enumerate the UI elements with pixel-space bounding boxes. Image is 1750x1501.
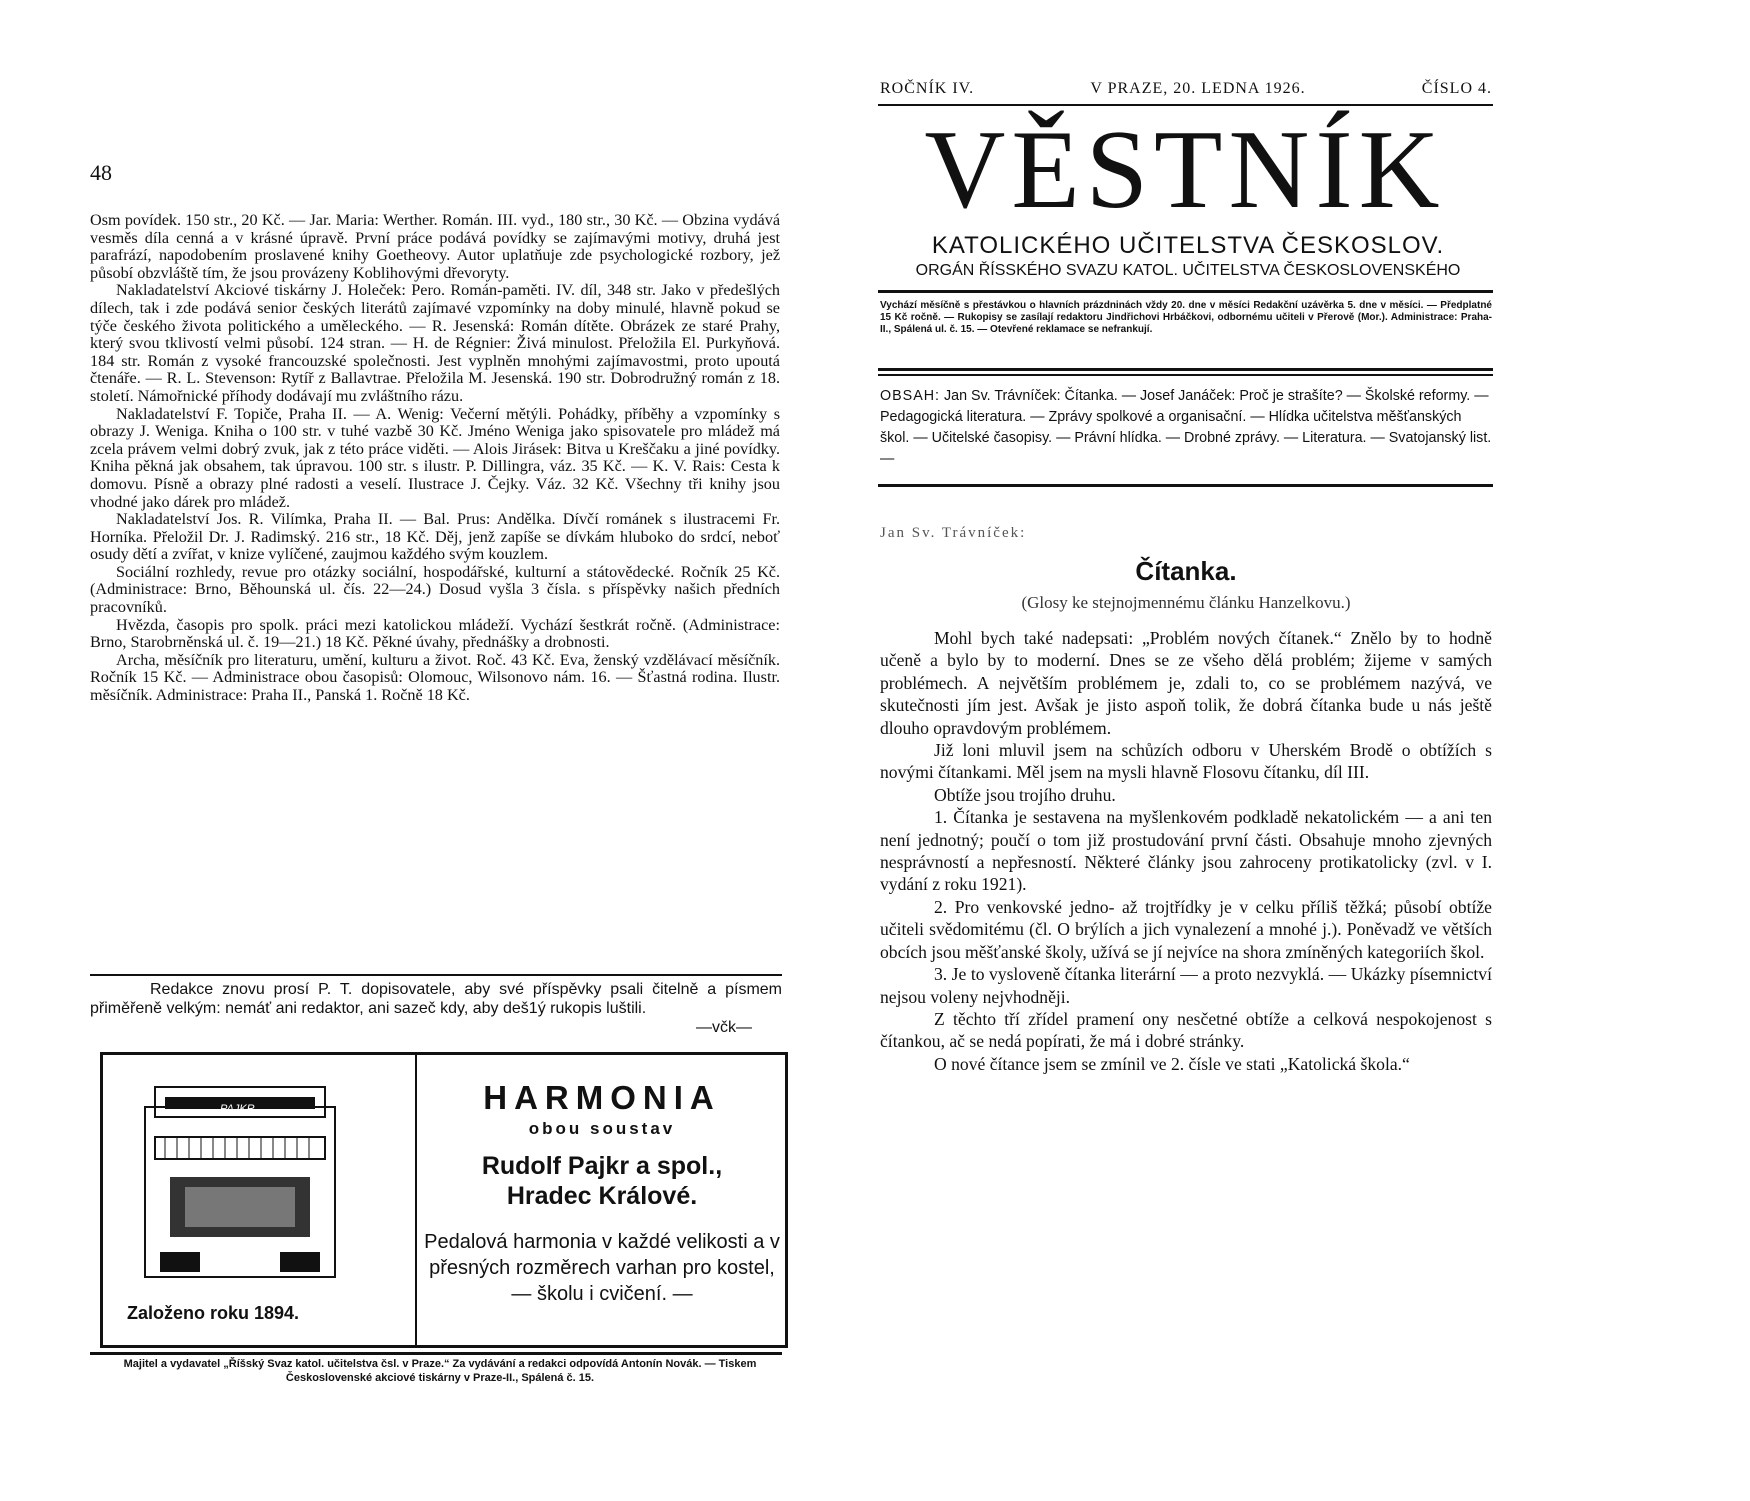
article-paragraph: 3. Je to vysloveně čítanka literární — a proto nezvyklá. — Ukázky písemnictví nejsou voleny nejvhodněji. — [880, 964, 1492, 1007]
article-paragraph: O nové čítance jsem se zmínil ve 2. čísle ve stati „Katolická škola.“ — [934, 1053, 1410, 1074]
divider — [878, 374, 1493, 376]
ad-body: Pedalová harmonia v každé velikosti a v přesných rozměrech varhan pro kostel, — školu i cvičení. — — [424, 1231, 780, 1305]
divider — [90, 974, 782, 976]
issue-header — [880, 80, 1492, 98]
contents-text: Jan Sv. Trávníček: Čítanka. — Josef Janáček: Proč je strašíte? — Školské reformy. — Pedagogická literatura. — Zprávy spolkové a organisační. — Hlídka učitelstva měšťanských škol. — Učitelské časopisy. — Právní hlídka. — Drobné zprávy. — Literatura. — Svatojanský list. — — [880, 388, 1492, 467]
harmonium-illustration-icon — [125, 1077, 355, 1287]
organ-line: ORGÁN ŘÍSSKÉHO SVAZU KATOL. UČITELSTVA ČESKOSLOVENSKÉHO — [915, 262, 1461, 279]
page-number: 48 — [90, 160, 112, 185]
divider — [878, 484, 1493, 487]
book-notices — [90, 212, 780, 705]
notice-paragraph: Sociální rozhledy, revue pro otázky sociální, hospodářské, kulturní a státovědecké. Ročník 25 Kč. (Administrace: Brno, Běhounská ul. čís. 22—24.) Dosud vyšla 3 čísla. s příspěvky našich předních pracovníků. — [90, 562, 780, 617]
ad-city: Hradec Králové. — [506, 1182, 698, 1210]
ad-brand: HARMONIA — [483, 1079, 721, 1116]
ad-founded: Založeno roku 1894. — [127, 1303, 300, 1323]
table-of-contents — [880, 386, 1492, 470]
article-paragraph: Již loni mluvil jsem na schůzích odboru v Uherském Brodě o obtížích s novými čítankami. Měl jsem na mysli hlavně Flosovu čítanku, díl III. — [880, 740, 1492, 783]
masthead-subtitle: KATOLICKÉHO UČITELSTVA ČESKOSLOV. — [931, 232, 1445, 259]
editor-note — [90, 980, 782, 1037]
ad-divider — [415, 1055, 417, 1345]
harmonium-advertisement — [100, 1052, 788, 1348]
issue-date: V PRAZE, 20. LEDNA 1926. — [1090, 80, 1306, 97]
editor-signoff: —včk— — [696, 1019, 752, 1036]
editor-note-text: Redakce znovu prosí P. T. dopisovatele, aby své příspěvky psali čitelně a písmem přiměřeně velkým: nemáť ani redaktor, ani sazeč kdy, aby deš1ý rukopis luštili. — [90, 981, 782, 1017]
article-title: Čítanka. — [1135, 556, 1237, 586]
issue-number: ČÍSLO 4. — [1421, 80, 1492, 97]
volume: ROČNÍK IV. — [880, 80, 975, 97]
notice-paragraph: Nakladatelství F. Topiče, Praha II. — A. Wenig: Večerní mětýli. Pohádky, příběhy a vzpomínky s obrazy J. Weniga. Kniha o 100 str. v tuhé vazbě 30 Kč. Jméno Weniga jako spisovatele pro mládež má zcela právem velmi dobrý zvuk, jak z této práce viděti. — Alois Jirásek: Bitva u Kreščaku a jiné povídky. Kniha pěkná jak obsahem, tak úpravou. 100 str. s ilustr. P. Dillingra, váz. 35 Kč. — K. V. Rais: Cesta k domovu. Písně a obrazy plné radosti a veselí. Ilustrace J. Čejky. Váz. 32 Kč. Všechny tři knihy jsou vhodné jako dárek pro mládež. — [90, 404, 780, 511]
instrument-label: PAJKR — [220, 1103, 255, 1115]
divider — [878, 368, 1493, 371]
ad-company: Rudolf Pajkr a spol., — [481, 1152, 723, 1180]
notice-paragraph: Nakladatelství Akciové tiskárny J. Holeček: Pero. Román-paměti. IV. díl, 348 str. Jako v předešlých dílech, tak i zde podává senior českých literátů zajímavé vzpomínky na doby minulé, hlavně pokud se týče českého života politického a uměleckého. — R. Jesenská: Román dítěte. Obrázek ze staré Prahy, který svou tklivostí velmi působí. 124 stran. — H. de Régnier: Živá minulost. Přeložila El. Purkyňová. 184 str. Román z vysoké francouzské společnosti. Jest vyplněn mnohými zajímavostmi, proto upoutá čtenáře. — R. L. Stevenson: Rytíř z Ballavtrae. Přeložila M. Jesenská. 190 str. Dobrodružný román z 18. století. Námořnické příhody dodávají mu zvláštního rázu. — [90, 281, 780, 405]
publication-info: Vychází měsíčně s přestávkou o hlavních prázdninách vždy 20. dne v měsíci Redakční uzávěrka 5. dne v měsíci. — Předplatné 15 Kč ročně. — Rukopisy se zasílají redaktoru Jindřichovi Hrbáčkovi, odbornému učiteli v Přerově (Mor.). Administrace: Praha-II., Spálená ul. č. 15. — Otevřené reklamace se nefrankují. — [880, 300, 1492, 335]
notice-paragraph: Osm povídek. 150 str., 20 Kč. — Jar. Maria: Werther. Román. III. vyd., 180 str., 30 Kč. — Obzina vydává vesměs díla cenná a v krásné úpravě. První práce podává povídky se zajímavými motivy, druhá jest parafrází, napodobením proslavené knihy Goetheovy. Autor uplatňuje zde psychologické rozbory, jež působí obzvláště tím, že jsou provázeny Koblihovými dřevoryty. — [90, 211, 780, 282]
article-author: Jan Sv. Trávníček: — [880, 525, 1027, 541]
notice-paragraph: Archa, měsíčník pro literaturu, umění, kulturu a život. Roč. 43 Kč. Eva, ženský vzdělávací měsíčník. Ročník 15 Kč. — Administrace obou časopisů: Olomouc, Wilsonovo nám. 16. — Šťastná rodina. Ilustr. měsíčník. Administrace: Praha II., Panská 1. Ročně 18 Kč. — [90, 650, 780, 705]
notice-paragraph: Hvězda, časopis pro spolk. práci mezi katolickou mládeží. Vychází šestkrát ročně. (Administrace: Brno, Starobrněnská ul. č. 19—21.) 18 Kč. Pěkné úvahy, přednášky a drobnosti. — [90, 615, 780, 652]
article-subtitle: (Glosy ke stejnojmennému článku Hanzelkovu.) — [1021, 593, 1351, 612]
divider — [878, 104, 1493, 106]
article-paragraph: Mohl bych také nadepsati: „Problém nových čítanek.“ Znělo by to hodně učeně a bylo by to moderní. Dnes se ze všeho dělá problém; žijeme v samých problémech. A největším problémem je, zdali to, co se problémem nazývá, ve skutečnosti jím jest. Avšak je jisto aspoň tolik, že dobrá čítanka bude u nás ještě dlouho opravdovým problémem. — [880, 628, 1492, 738]
divider — [878, 290, 1493, 293]
notice-paragraph: Nakladatelství Jos. R. Vilímka, Praha II. — Bal. Prus: Andělka. Dívčí románek s ilustracemi Fr. Horníka. Přeložil Dr. J. Radimský. 216 str., 18 Kč. Děj, jenž zapíše se dívkám hluboko do srdcí, neboť osudy dětí a zvířat, v knize vylíčené, zaujmou každého svým kouzlem. — [90, 510, 780, 564]
ad-text — [419, 1055, 785, 1307]
imprint: Majitel a vydavatel „Říšský Svaz katol. učitelstva čsl. v Praze.“ Za vydávání a redakci odpovídá Antonín Novák. — Tiskem Československé akciové tiskárny v Praze-II., Spálená č. 15. — [123, 1358, 757, 1384]
article-paragraph: Obtíže jsou trojího druhu. — [934, 784, 1116, 805]
contents-label: OBSAH: — [880, 388, 941, 404]
article-paragraph: 1. Čítanka je sestavena na myšlenkovém podkladě nekatolickém — a ani ten není jednotný; poučí o tom již prostudování první části. Obsahuje mnoho zjevných nesprávností a nepřesností. Některé články jsou zahroceny protikatolicky (zvl. v I. vydání z roku 1921). — [880, 807, 1492, 895]
divider — [90, 1352, 782, 1355]
article-paragraph: 2. Pro venkovské jedno- až trojtřídky je v celku příliš těžká; působí obtíže učiteli svědomitému (čl. O brýlích a jich vynalezení a mnohé j.). Poněvadž ve větších obcích jsou měšťanské školy, užívá se jí nejvíce na shora zmíněných kategoriích škol. — [880, 896, 1492, 962]
masthead: VĚSTNÍK — [924, 108, 1446, 232]
article — [880, 525, 1492, 1075]
article-paragraph: Z těchto tří zřídel pramení ony nesčetné obtíže a celková nespokojenost s čítankou, ač se nedá popírati, že má i dobré stránky. — [880, 1008, 1492, 1052]
article-body — [880, 627, 1492, 1075]
ad-line2: obou soustav — [528, 1119, 676, 1138]
